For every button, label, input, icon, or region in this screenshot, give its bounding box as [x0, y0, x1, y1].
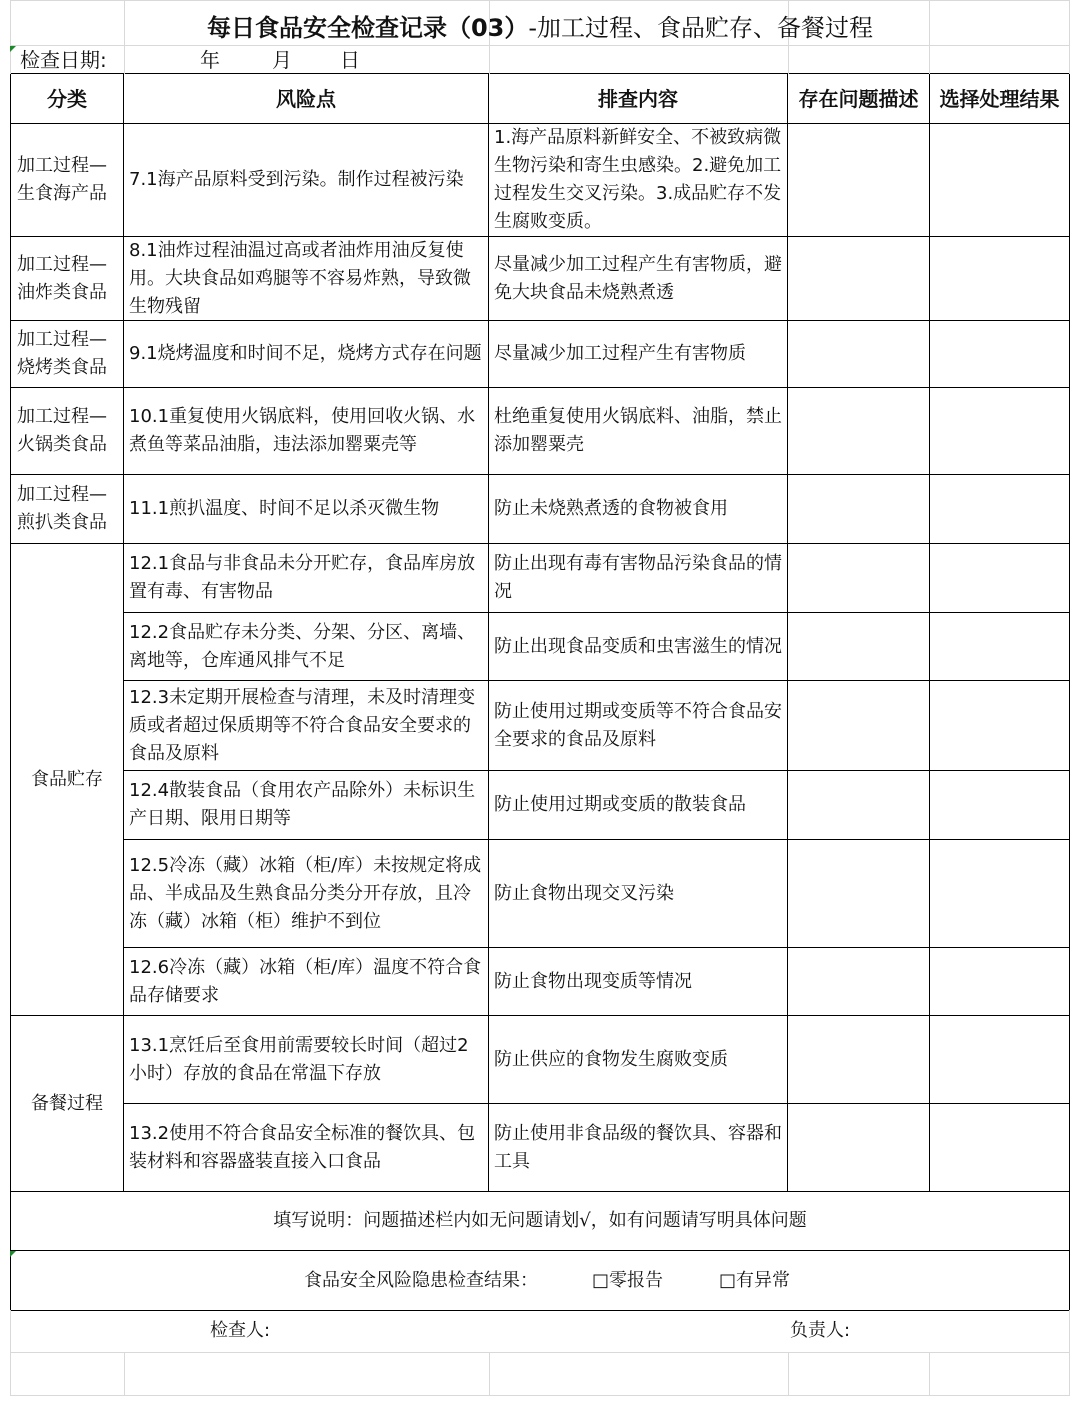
gridline — [10, 1310, 11, 1396]
category-cell: 加工过程—生食海产品 — [17, 155, 107, 204]
check-content-cell: 防止使用过期或变质的散装食品 — [494, 794, 746, 815]
check-content-cell: 杜绝重复使用火锅底料、油脂，禁止添加罂粟壳 — [494, 406, 782, 455]
risk-point-cell: 12.4散装食品（食用农产品除外）未标识生产日期、限用日期等 — [129, 780, 476, 829]
risk-point-cell: 12.6冷冻（藏）冰箱（柜/库）温度不符合食品存储要求 — [129, 956, 482, 1006]
handling-result-cell[interactable] — [930, 237, 1069, 320]
check-content-cell: 防止出现食品变质和虫害滋生的情况 — [494, 635, 782, 657]
category-cell: 食品贮存 — [31, 768, 103, 790]
gridline — [124, 1352, 125, 1396]
handling-result-cell[interactable] — [930, 475, 1069, 543]
handling-result-cell[interactable] — [930, 948, 1069, 1015]
handling-result-cell[interactable] — [930, 613, 1069, 680]
risk-point-cell: 13.2使用不符合食品安全标准的餐饮具、包装材料和容器盛装直接入口食品 — [129, 1122, 476, 1172]
column-header-check: 排查内容 — [598, 86, 678, 111]
check-content-cell: 防止食物出现交叉污染 — [494, 882, 674, 904]
risk-point-cell: 12.2食品贮存未分类、分架、分区、离墙、离地等，仓库通风排气不足 — [129, 621, 476, 671]
category-cell: 加工过程—火锅类食品 — [17, 406, 107, 455]
gridline — [10, 1395, 1070, 1396]
check-content-cell: 防止未烧熟煮透的食物被食用 — [494, 498, 728, 519]
page-title: 每日食品安全检查记录（03）-加工过程、食品贮存、备餐过程 — [206, 14, 874, 42]
check-content-cell: 1.海产品原料新鲜安全、不被致病微生物污染和寄生虫感染。2.避免加工过程发生交叉污染。3.成品贮存不发生腐败变质。 — [494, 127, 782, 232]
problem-description-cell[interactable] — [788, 771, 929, 839]
gridline — [788, 1352, 789, 1396]
check-content-cell: 尽量减少加工过程产生有害物质，避免大块食品未烧熟煮透 — [494, 253, 782, 303]
handling-result-cell[interactable] — [930, 1016, 1069, 1103]
date-label: 检查日期: — [20, 48, 107, 72]
check-content-cell: 防止供应的食物发生腐败变质 — [494, 1048, 728, 1070]
table-border-line — [10, 1310, 1070, 1311]
problem-description-cell[interactable] — [788, 948, 929, 1015]
gridline — [1069, 1310, 1070, 1396]
risk-point-cell: 10.1重复使用火锅底料，使用回收火锅、水煮鱼等菜品油脂，违法添加罂粟壳等 — [129, 406, 476, 455]
risk-point-cell: 9.1烧烤温度和时间不足，烧烤方式存在问题 — [129, 343, 482, 364]
category-cell: 加工过程—油炸类食品 — [17, 253, 107, 303]
problem-description-cell[interactable] — [788, 613, 929, 680]
handling-result-cell[interactable] — [930, 388, 1069, 474]
date-month: 月 — [272, 48, 292, 72]
problem-description-cell[interactable] — [788, 475, 929, 543]
table-border-line — [1069, 73, 1070, 1311]
check-content-cell: 防止使用非食品级的餐饮具、容器和工具 — [494, 1122, 782, 1172]
gridline — [10, 1352, 1070, 1353]
category-cell: 加工过程—烧烤类食品 — [17, 329, 107, 378]
column-header-category: 分类 — [47, 86, 87, 111]
column-header-result: 选择处理结果 — [939, 86, 1060, 111]
gridline — [10, 45, 1070, 46]
gridline — [489, 1352, 490, 1396]
problem-description-cell[interactable] — [788, 124, 929, 236]
handling-result-cell[interactable] — [930, 840, 1069, 947]
table-border-line — [10, 1250, 1070, 1251]
problem-description-cell[interactable] — [788, 237, 929, 320]
risk-point-cell: 7.1海产品原料受到污染。制作过程被污染 — [129, 169, 464, 190]
cell-comment-marker — [10, 46, 16, 52]
handling-result-cell[interactable] — [930, 544, 1069, 612]
problem-description-cell[interactable] — [788, 1016, 929, 1103]
date-year: 年 — [200, 48, 220, 72]
risk-point-cell: 8.1油炸过程油温过高或者油炸用油反复使用。大块食品如鸡腿等不容易炸熟，导致微生物残留 — [129, 239, 471, 317]
cell-comment-marker — [10, 1251, 16, 1257]
risk-point-cell: 13.1烹饪后至食用前需要较长时间（超过2 小时）存放的食品在常温下存放 — [129, 1034, 469, 1084]
risk-point-cell: 12.3未定期开展检查与清理，未及时清理变质或者超过保质期等不符合食品安全要求的食品及原料 — [129, 686, 476, 764]
check-content-cell: 防止出现有毒有害物品污染食品的情况 — [494, 553, 782, 602]
problem-description-cell[interactable] — [788, 1104, 929, 1191]
problem-description-cell[interactable] — [788, 840, 929, 947]
problem-description-cell[interactable] — [788, 544, 929, 612]
date-day: 日 — [340, 48, 360, 72]
responsible-label: 负责人: — [790, 1320, 851, 1341]
risk-point-cell: 12.5冷冻（藏）冰箱（柜/库）未按规定将成品、半成品及生熟食品分类分开存放，且冷冻（藏）冰箱（柜）维护不到位 — [129, 854, 482, 932]
instructions-note: 填写说明：问题描述栏内如无问题请划√，如有问题请写明具体问题 — [273, 1210, 807, 1231]
check-content-cell: 尽量减少加工过程产生有害物质 — [494, 343, 746, 364]
problem-description-cell[interactable] — [788, 321, 929, 387]
problem-description-cell[interactable] — [788, 388, 929, 474]
handling-result-cell[interactable] — [930, 124, 1069, 236]
result-label: 食品安全风险隐患检查结果： — [304, 1270, 538, 1291]
problem-description-cell[interactable] — [788, 681, 929, 770]
risk-point-cell: 11.1煎扒温度、时间不足以杀灭微生物 — [129, 498, 440, 519]
check-content-cell: 防止使用过期或变质等不符合食品安全要求的食品及原料 — [494, 700, 782, 750]
zero-report-checkbox[interactable]: □零报告 — [592, 1270, 664, 1291]
gridline — [929, 1352, 930, 1396]
handling-result-cell[interactable] — [930, 321, 1069, 387]
gridline — [10, 0, 1070, 1]
column-header-problem: 存在问题描述 — [798, 86, 919, 111]
abnormal-checkbox[interactable]: □有异常 — [719, 1270, 791, 1291]
handling-result-cell[interactable] — [930, 1104, 1069, 1191]
column-header-risk: 风险点 — [276, 86, 336, 111]
risk-point-cell: 12.1食品与非食品未分开贮存，食品库房放置有毒、有害物品 — [129, 553, 476, 602]
handling-result-cell[interactable] — [930, 681, 1069, 770]
category-cell: 加工过程—煎扒类食品 — [17, 484, 107, 533]
check-content-cell: 防止食物出现变质等情况 — [494, 970, 692, 992]
inspector-label: 检查人: — [210, 1320, 271, 1341]
handling-result-cell[interactable] — [930, 771, 1069, 839]
category-cell: 备餐过程 — [31, 1092, 103, 1114]
